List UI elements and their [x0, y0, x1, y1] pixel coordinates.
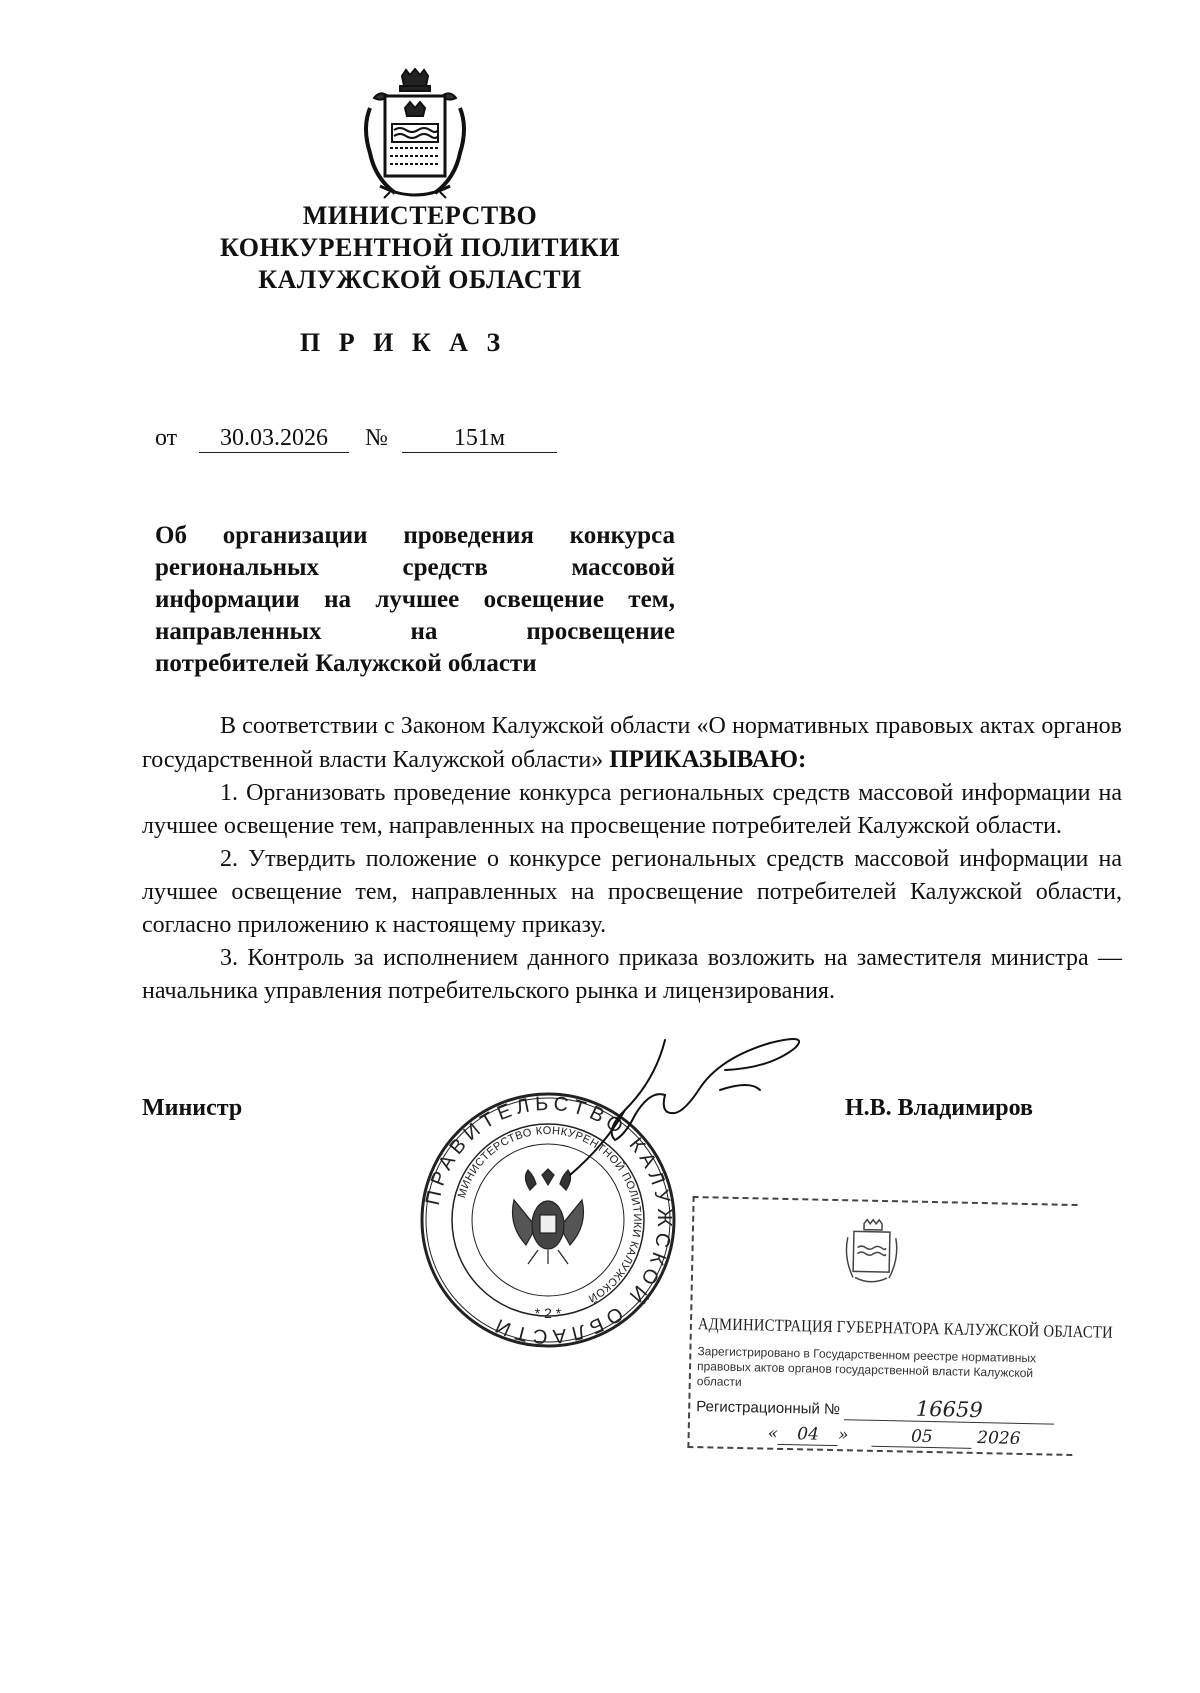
subject-line: [155, 584, 675, 616]
subject-word: проведения: [403, 522, 534, 549]
subject-line: [155, 552, 675, 584]
subject-word: потребителей Калужской области: [155, 650, 537, 677]
ministry-line-2: КОНКУРЕНТНОЙ ПОЛИТИКИ: [220, 233, 620, 262]
subject-line: [155, 520, 675, 552]
subject-word: просвещение: [526, 618, 675, 645]
seal-outer-text: ПРАВИТЕЛЬСТВО КАЛУЖСКОЙ ОБЛАСТИ: [421, 1092, 676, 1348]
order-item-2: 2. Утвердить положение о конкурсе региональных средств массовой информации на лучшее освещение тем, направленных на просвещение потребителей Калужской области, согласно приложению к настоящему приказу.: [142, 846, 1122, 938]
stamp-note: Зарегистрировано в Государственном реестре нормативных правовых актов органов государственной власти Калужской области: [696, 1344, 1037, 1390]
subject-line: [155, 616, 675, 648]
order-subject: [155, 520, 675, 680]
subject-word: тем,: [628, 586, 675, 613]
order-number: 151м: [402, 425, 557, 453]
coat-of-arms-icon: [360, 68, 470, 203]
ministry-name: [200, 200, 640, 296]
subject-word: Об: [155, 522, 187, 549]
subject-word: региональных: [155, 554, 320, 581]
order-body: [142, 710, 1122, 1008]
subject-word: конкурса: [569, 522, 675, 549]
order-date: 30.03.2026: [199, 425, 349, 453]
stamp-date-row: « 04 » 05 2026: [767, 1423, 1021, 1449]
subject-word: информации: [155, 586, 300, 613]
subject-line: [155, 648, 675, 680]
stamp-year: 2026: [977, 1428, 1021, 1449]
subject-word: массовой: [571, 554, 675, 581]
registration-stamp: [687, 1196, 1114, 1454]
preamble-text: В соответствии с Законом Калужской области «О нормативных правовых актах органов государственной власти Калужской области»: [142, 713, 1122, 773]
number-label: №: [365, 425, 388, 451]
seal-number: * 2 *: [534, 1305, 562, 1321]
signer-position: Министр: [142, 1095, 243, 1121]
stamp-coat-of-arms-icon: [841, 1217, 902, 1286]
subject-word: средств: [402, 554, 488, 581]
stamp-reg-label: Регистрационный №: [696, 1398, 841, 1419]
handwritten-signature: [555, 1035, 855, 1185]
subject-word: на: [324, 586, 351, 613]
date-label: от: [155, 425, 178, 451]
order-item-1: 1. Организовать проведение конкурса региональных средств массовой информации на лучшее освещение тем, направленных на просвещение потребителей Калужской области.: [142, 780, 1122, 839]
ministry-line-1: МИНИСТЕРСТВО: [302, 201, 538, 230]
stamp-month: 05: [872, 1426, 972, 1449]
subject-word: направленных: [155, 618, 322, 645]
stamp-day: 04: [778, 1424, 838, 1446]
subject-word: на: [410, 618, 438, 645]
document-type-title: П Р И К А З: [300, 328, 507, 357]
seal-inner-text: МИНИСТЕРСТВО КОНКУРЕНТНОЙ ПОЛИТИКИ КАЛУЖСКОЙ: [455, 1124, 644, 1305]
subject-word: лучшее: [375, 586, 460, 613]
stamp-reg-number: 16659: [844, 1395, 1054, 1424]
subject-word: организации: [222, 522, 368, 549]
subject-word: освещение: [483, 586, 604, 613]
ministry-line-3: КАЛУЖСКОЙ ОБЛАСТИ: [258, 265, 582, 294]
preamble-paragraph: [142, 710, 1122, 777]
stamp-organization: АДМИНИСТРАЦИЯ ГУБЕРНАТОРА КАЛУЖСКОЙ ОБЛАСТИ: [697, 1314, 1114, 1342]
order-item-3: 3. Контроль за исполнением данного приказа возложить на заместителя министра — начальника управления потребительского рынка и лицензирования.: [142, 945, 1122, 1004]
decree-word: ПРИКАЗЫВАЮ:: [609, 746, 807, 773]
signer-name: Н.В. Владимиров: [845, 1095, 1034, 1121]
